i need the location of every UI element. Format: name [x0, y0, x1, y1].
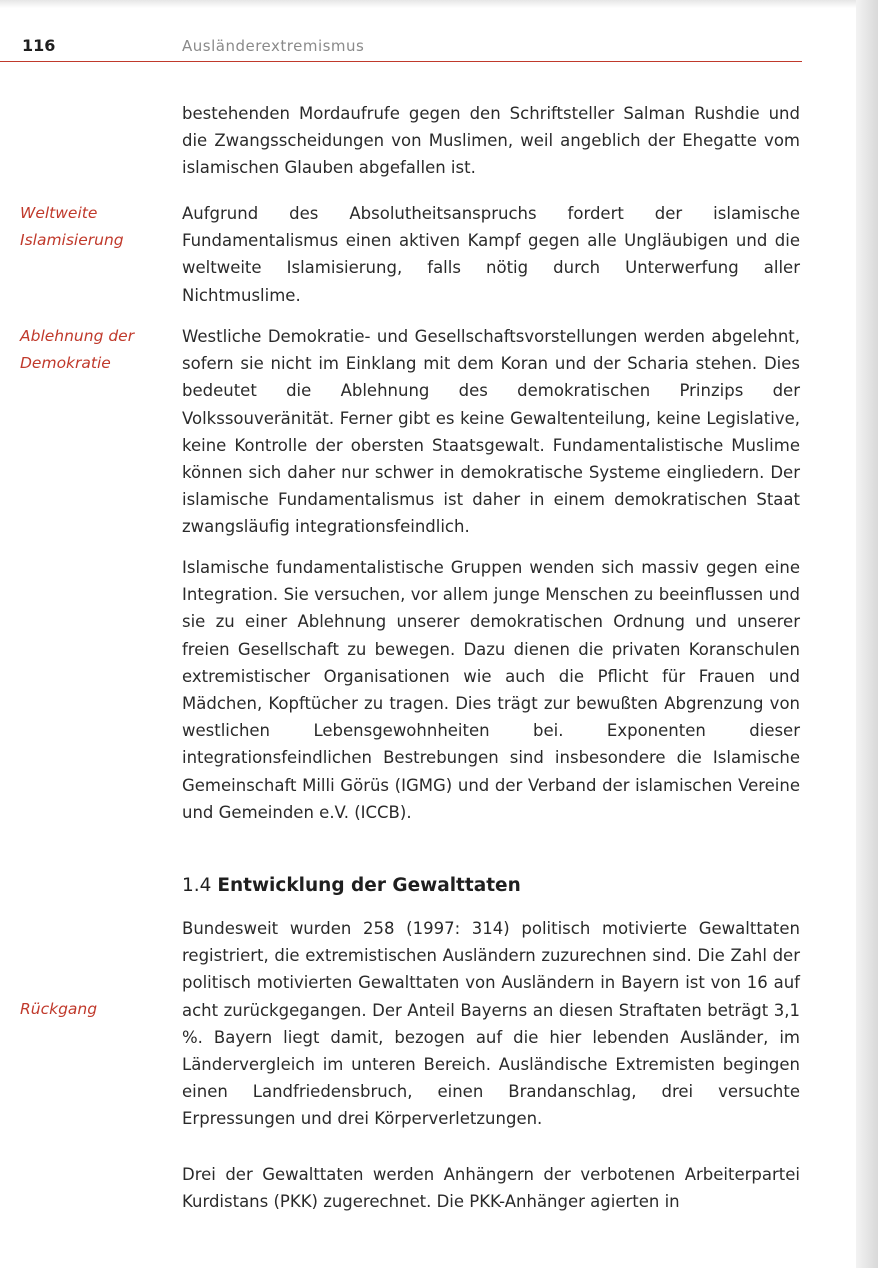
paragraph-text: bestehenden Mordaufrufe gegen den Schriftsteller Salman Rushdie und die Zwangsscheidungen von Muslimen, weil angeblich der Ehegatte vom islamischen Glauben abgefallen ist. — [182, 104, 800, 178]
body-paragraph-2 — [182, 200, 800, 309]
margin-note-weltweite-islamisierung — [20, 200, 124, 254]
paragraph-text: Bundesweit wurden 258 (1997: 314) politisch motivierte Gewalttaten registriert, die extremistischen Ausländern zuzurechnen sind. Die Zahl der politisch motivierten Gewalttaten von Ausländern in Bayern ist von 16 auf acht zurückgegangen. Der Anteil Bayerns an diesen Straftaten beträgt 3,1 %. Bayern liegt damit, bezogen auf die hier lebenden Ausländer, im Ländervergleich im unteren Bereich. Ausländische Extremisten begingen einen Landfriedensbruch, einen Brandanschlag, drei versuchte Erpressungen und drei Körperverletzungen. — [182, 919, 800, 1129]
section-title: Entwicklung der Gewalttaten — [217, 875, 521, 896]
body-paragraph-6 — [182, 1161, 800, 1215]
paragraph-text: Islamische fundamentalistische Gruppen wenden sich massiv gegen eine Integration. Sie versuchen, vor allem junge Menschen zu beeinflussen und sie zu einer Ablehnung unserer demokratischen Ordnung und unserer freien Gesellschaft zu bewegen. Dazu dienen die privaten Koranschulen extremistischer Organisationen wie auch die Pflicht für Frauen und Mädchen, Kopftücher zu tragen. Dies trägt zur bewußten Abgrenzung von westlichen Lebensgewohnheiten bei. Exponenten dieser integrationsfeindlichen Bestrebungen sind insbesondere die Islamische Gemeinschaft Milli Görüs (IGMG) und der Verband der islamischen Vereine und Gemeinden e.V. (ICCB). — [182, 558, 800, 822]
body-paragraph-1 — [182, 100, 800, 182]
page-header — [22, 36, 802, 60]
section-heading-text — [182, 875, 800, 896]
page-edge-shadow — [856, 0, 878, 1268]
margin-note-text: Ablehnung der Demokratie — [20, 327, 135, 372]
body-paragraph-4 — [182, 554, 800, 826]
section-heading — [182, 875, 800, 896]
body-paragraph-3 — [182, 323, 800, 541]
page-number: 116 — [22, 36, 56, 55]
margin-note-text: Rückgang — [20, 1000, 98, 1018]
body-paragraph-5 — [182, 915, 800, 1133]
section-number: 1.4 — [182, 875, 212, 896]
paragraph-text: Drei der Gewalttaten werden Anhängern der verbotenen Arbeiterpartei Kurdistans (PKK) zugerechnet. Die PKK-Anhänger agierten in — [182, 1165, 800, 1212]
margin-note-rueckgang — [20, 996, 97, 1023]
paragraph-text: Westliche Demokratie- und Gesellschaftsvorstellungen werden abgelehnt, sofern sie nicht im Einklang mit dem Koran und der Scharia stehen. Dies bedeutet die Ablehnung des demokratischen Prinzips der Volkssouveränität. Ferner gibt es keine Gewaltenteilung, keine Legislative, keine Kontrolle der obersten Staatsgewalt. Fundamentalistische Muslime können sich daher nur schwer in demokratische Systeme eingliedern. Der islamische Fundamentalismus ist daher in einem demokratischen Staat zwangsläufig integrationsfeindlich. — [182, 327, 800, 537]
margin-note-text: Weltweite Islamisierung — [20, 204, 124, 249]
paragraph-text: Aufgrund des Absolutheitsanspruchs fordert der islamische Fundamentalismus einen aktiven Kampf gegen alle Ungläubigen und die weltweite Islamisierung, falls nötig durch Unterwerfung aller Nichtmuslime. — [182, 204, 800, 305]
margin-note-ablehnung-demokratie — [20, 323, 134, 377]
running-title: Ausländerextremismus — [182, 37, 365, 55]
page-top-shadow — [0, 0, 878, 8]
header-rule — [0, 61, 802, 62]
